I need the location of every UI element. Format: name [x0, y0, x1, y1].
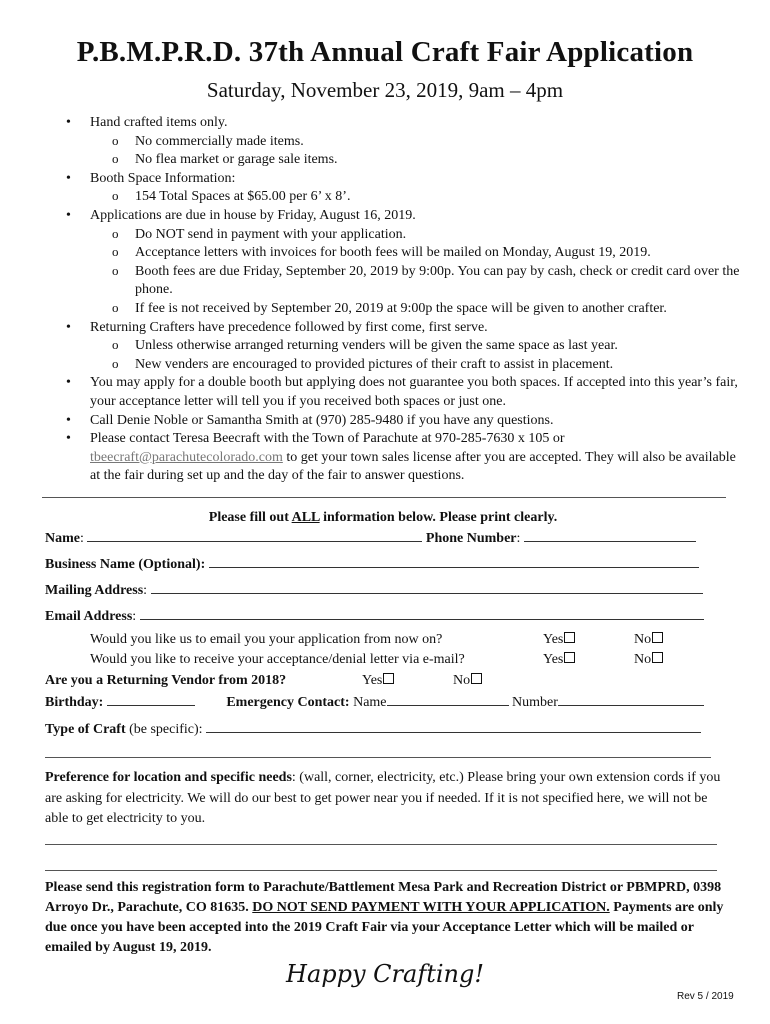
mailing-field[interactable]: [151, 581, 703, 594]
returning-yes[interactable]: Yes: [362, 673, 394, 689]
preference-field-line-2[interactable]: [45, 870, 717, 871]
birthday-label: Birthday:: [45, 695, 104, 710]
sub-bullet-item: o Do NOT send in payment with your application.: [60, 226, 740, 245]
form-instruction: Please fill out ALL information below. Please print clearly.: [208, 510, 558, 525]
email-letter-yes[interactable]: Yes: [543, 652, 575, 668]
email-link[interactable]: tbeecraft@parachutecolorado.com: [90, 449, 283, 465]
emergency-name-field[interactable]: [387, 693, 509, 706]
happy-crafting: Happy Crafting!: [286, 960, 484, 988]
sub-bullet-item: o New venders are encouraged to provided pictures of their craft to assist in placement.: [60, 356, 740, 375]
preference-label: Preference for location and specific needs: [45, 770, 292, 785]
business-label: Business Name (Optional):: [45, 557, 206, 572]
sub-bullet-item: o Unless otherwise arranged returning venders will be given the same space as last year.: [60, 337, 740, 356]
bullet-item: • Call Denie Noble or Samantha Smith at (970) 285-9480 if you have any questions.: [60, 412, 740, 431]
emergency-number-field[interactable]: [558, 693, 704, 706]
page-title: P.B.M.P.R.D. 37th Annual Craft Fair Application: [76, 36, 694, 68]
checkbox-icon[interactable]: [564, 652, 575, 663]
business-field[interactable]: [209, 555, 699, 568]
craft-label: Type of Craft: [45, 722, 126, 737]
bullet-item: • Returning Crafters have precedence followed by first come, first serve.: [60, 319, 740, 338]
emergency-label: Emergency Contact:: [226, 695, 350, 710]
sub-bullet-item: o Booth fees are due Friday, September 20, 2019 by 9:00p. You can pay by cash, check or credit card over the phone.: [60, 263, 740, 300]
name-row: Name: Phone Number:: [45, 529, 696, 547]
returning-row: [45, 673, 286, 689]
bullet-item: • Hand crafted items only.: [60, 114, 740, 133]
returning-no[interactable]: No: [453, 673, 482, 689]
name-field[interactable]: [87, 529, 422, 542]
business-row: [45, 555, 699, 573]
craft-row: Type of Craft (be specific):: [45, 720, 701, 738]
name-label: Name: [45, 531, 80, 546]
email-row: Email Address:: [45, 607, 704, 625]
mailing-label: Mailing Address: [45, 583, 144, 598]
bullet-item-contact: • Please contact Teresa Beecraft with the Town of Parachute at 970-285-7630 x 105 or tbeecraft@parachutecolorado.com to get your town sales license after you are accepted. They will also be available at the fair during set up and the day of the fair to answer questions.: [60, 430, 740, 486]
checkbox-icon[interactable]: [383, 673, 394, 684]
mailing-row: Mailing Address:: [45, 581, 703, 599]
info-bullets: [60, 114, 740, 486]
sub-bullet-item: o 154 Total Spaces at $65.00 per 6’ x 8’.: [60, 188, 740, 207]
email-app-yes[interactable]: Yes: [543, 632, 575, 648]
sub-bullet-item: o No commercially made items.: [60, 133, 740, 152]
email-field[interactable]: [140, 607, 704, 620]
checkbox-icon[interactable]: [652, 652, 663, 663]
email-letter-question: Would you like to receive your acceptance/denial letter via e-mail?: [90, 652, 465, 667]
checkbox-icon[interactable]: [652, 632, 663, 643]
mailing-instructions: Please send this registration form to Parachute/Battlement Mesa Park and Recreation District or PBMPRD, 0398 Arroyo Dr., Parachute, CO 81635. DO NOT SEND PAYMENT WITH YOUR APPLICATION. Payments are only due once you have been accepted into the 2019 Craft Fair via your Acceptance Letter which will be mailed or emailed by August 19, 2019.: [45, 880, 724, 955]
section-divider: [42, 497, 726, 498]
email-app-no[interactable]: No: [634, 632, 663, 648]
emergency-name-label: Name: [353, 695, 387, 710]
sub-bullet-item: o If fee is not received by September 20, 2019 at 9:00p the space will be given to another crafter.: [60, 300, 740, 319]
bullet-item: • Applications are due in house by Friday, August 16, 2019.: [60, 207, 740, 226]
email-app-question: Would you like us to email you your application from now on?: [90, 632, 443, 647]
sub-bullet-item: o Acceptance letters with invoices for booth fees will be mailed on Monday, August 19, 2019.: [60, 244, 740, 263]
phone-field[interactable]: [524, 529, 696, 542]
birthday-row: [45, 693, 704, 711]
revision-note: Rev 5 / 2019: [677, 991, 734, 1002]
preference-field-line-1[interactable]: [45, 844, 717, 845]
craft-field-line-2[interactable]: [45, 757, 711, 758]
event-date: Saturday, November 23, 2019, 9am – 4pm: [206, 78, 564, 102]
craft-field[interactable]: [206, 720, 701, 733]
email-label: Email Address: [45, 609, 133, 624]
emergency-number-label: Number: [512, 695, 558, 710]
birthday-field[interactable]: [107, 693, 195, 706]
bullet-item: • You may apply for a double booth but applying does not guarantee you both spaces. If accepted into this year’s fair, your acceptance letter will tell you if you received both spaces or just one.: [60, 374, 740, 411]
preference-paragraph: Preference for location and specific needs: (wall, corner, electricity, etc.) Please bring your own extension cords if you are asking for electricity. We will do our best to get power near you if needed. If it is not specified here, we will not be able to get electricity to you.: [45, 770, 721, 826]
checkbox-icon[interactable]: [471, 673, 482, 684]
phone-label: Phone Number: [425, 531, 517, 546]
email-letter-no[interactable]: No: [634, 652, 663, 668]
returning-label: Are you a Returning Vendor from 2018?: [45, 673, 287, 688]
sub-bullet-item: o No flea market or garage sale items.: [60, 151, 740, 170]
bullet-item: • Booth Space Information:: [60, 170, 740, 189]
checkbox-icon[interactable]: [564, 632, 575, 643]
